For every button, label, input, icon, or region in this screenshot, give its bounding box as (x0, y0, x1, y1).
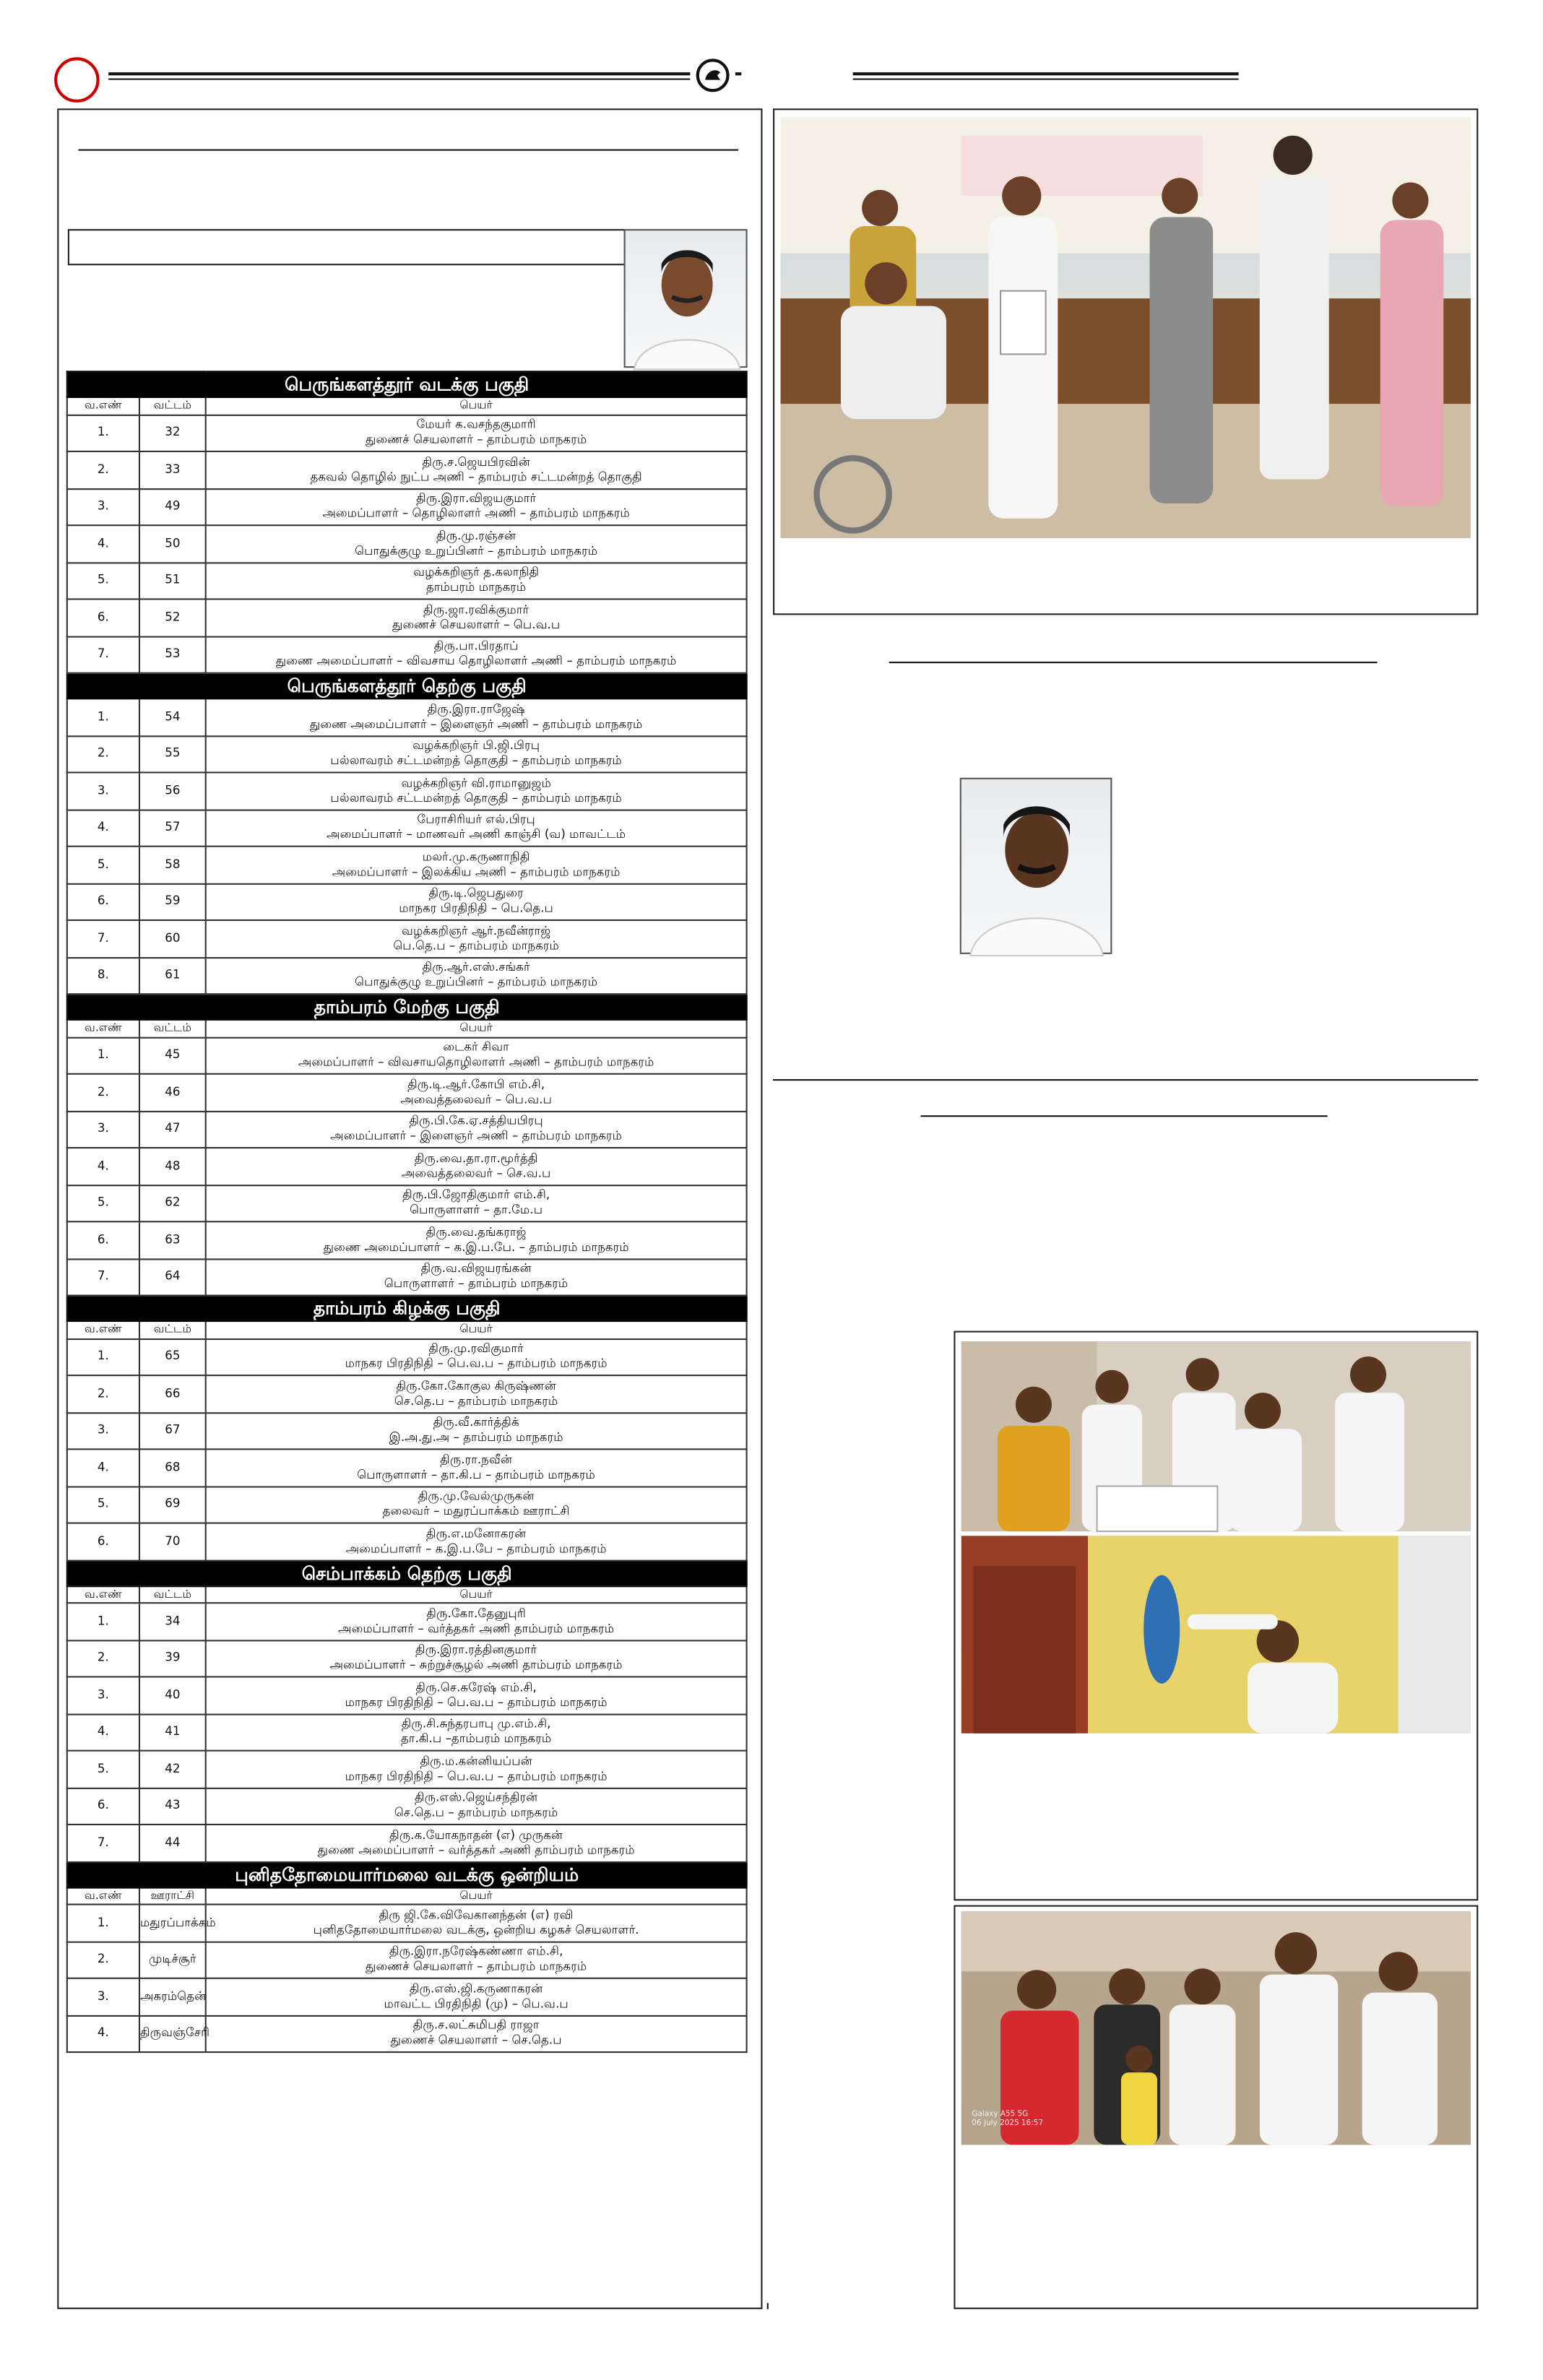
column-header: பெயர் (206, 397, 747, 415)
row-person (206, 1221, 747, 1258)
section-title: பெருங்களத்தூர் தெற்கு பகுதி (67, 673, 747, 698)
person-role: பொதுக்குழு உறுப்பினர் – தாம்பரம் மாநகரம் (355, 543, 598, 558)
table-row (67, 1258, 747, 1295)
row-number: 5. (67, 562, 139, 599)
table-row (67, 847, 747, 883)
table-row (67, 1412, 747, 1449)
row-number: 6. (67, 1523, 139, 1560)
row-number: 4. (67, 2015, 139, 2052)
photo-stamp-date: 06 July 2025 16:57 (972, 2119, 1043, 2129)
row-ward: 70 (139, 1523, 206, 1560)
person-role: அவைத்தலைவர் – செ.வ.ப (401, 1166, 551, 1180)
row-number: 7. (67, 636, 139, 673)
person-name: திரு.ம.கன்னியப்பன் (420, 1754, 532, 1768)
person-name: திரு.இரா.ராஜேஷ் (427, 701, 525, 716)
person-name: திரு.மு.ரவிகுமார் (428, 1341, 524, 1356)
meeting-photo (961, 1341, 1471, 1531)
table-row (67, 451, 747, 488)
row-person (206, 2015, 747, 2052)
section-title: தாம்பரம் மேற்கு பகுதி (67, 994, 747, 1019)
person-role: துணை அமைப்பாளர் – இளைஞர் அணி – தாம்பரம் மாநகரம் (309, 717, 643, 731)
row-person (206, 1603, 747, 1640)
row-ward: 66 (139, 1375, 206, 1412)
row-number: 5. (67, 1486, 139, 1523)
column-header: வ.எண் (67, 1585, 139, 1603)
table-row (67, 1978, 747, 2015)
person-role: துணை அமைப்பாளர் – க.இ.ப.பே. – தாம்பரம் மாநகரம் (323, 1239, 629, 1254)
person-role: அமைப்பாளர் – சுற்றுச்சூழல் அணி தாம்பரம் மாநகரம் (329, 1658, 623, 1672)
gathering-photo (961, 1911, 1471, 2145)
row-number: 7. (67, 1825, 139, 1861)
row-number: 5. (67, 1185, 139, 1221)
table-row (67, 1523, 747, 1560)
column-header: பெயர் (206, 1321, 747, 1338)
table-row (67, 1338, 747, 1375)
row-ward: 42 (139, 1751, 206, 1788)
person-role: அமைப்பாளர் – க.இ.ப.பே – தாம்பரம் மாநகரம் (345, 1541, 607, 1555)
column-header: ஊராட்சி (139, 1887, 206, 1905)
person-name: திரு.ஜா.ரவிக்குமார் (423, 602, 530, 616)
row-ward: 44 (139, 1825, 206, 1861)
row-person (206, 599, 747, 636)
row-number: 1. (67, 1037, 139, 1074)
row-number: 4. (67, 1449, 139, 1486)
row-number: 2. (67, 451, 139, 488)
section-title: செம்பாக்கம் தெற்கு பகுதி (67, 1560, 747, 1585)
row-ward: முடிச்சூர் (139, 1942, 206, 1978)
column-header: வட்டம் (139, 397, 206, 415)
table-row (67, 1714, 747, 1751)
row-number: 6. (67, 599, 139, 636)
row-ward: திருவஞ்சேரி (139, 2015, 206, 2052)
row-person (206, 488, 747, 525)
table-row (67, 415, 747, 451)
row-ward: 53 (139, 636, 206, 673)
table-row (67, 562, 747, 599)
row-number: 2. (67, 1074, 139, 1111)
row-person (206, 957, 747, 994)
table-row (67, 698, 747, 735)
column-header-row (67, 1887, 747, 1905)
person-name: திரு.பி.ஜோதிகுமார் எம்.சி, (402, 1187, 550, 1202)
row-person (206, 415, 747, 451)
table-row (67, 1603, 747, 1640)
row-number: 1. (67, 1338, 139, 1375)
event-photo (780, 118, 1470, 538)
row-person (206, 1942, 747, 1978)
member-portrait-photo (960, 778, 1112, 954)
person-role: இ.அ.து.அ – தாம்பரம் மாநகரம் (389, 1430, 563, 1445)
row-number: 2. (67, 1375, 139, 1412)
section-header (67, 673, 747, 698)
table-row (67, 1148, 747, 1185)
column-header: வ.எண் (67, 1020, 139, 1037)
person-role: தகவல் தொழில் நுட்ப அணி – தாம்பரம் சட்டமன்றத் தொகுதி (310, 469, 642, 484)
row-number: 3. (67, 1676, 139, 1713)
column-header: வ.எண் (67, 1887, 139, 1905)
row-number: 7. (67, 1258, 139, 1295)
person-role: மாநகர பிரதிநிதி – பெ.தெ.ப (399, 901, 553, 916)
row-person (206, 920, 747, 957)
row-number: 1. (67, 1603, 139, 1640)
person-role: பொருளாளர் – தா.கி.ப – தாம்பரம் மாநகரம் (357, 1467, 595, 1481)
column-header: வட்டம் (139, 1585, 206, 1603)
column-header: வ.எண் (67, 397, 139, 415)
row-person (206, 636, 747, 673)
column-header: பெயர் (206, 1020, 747, 1037)
person-name: வழக்கறிஞர் வி.ராமானுஜம் (401, 776, 551, 789)
person-name: திரு.ரா.நவீன் (440, 1453, 513, 1466)
row-person (206, 1905, 747, 1942)
row-ward: 60 (139, 920, 206, 957)
row-ward: 58 (139, 847, 206, 883)
person-name: திரு.இரா.விஜயகுமார் (416, 491, 537, 506)
row-person (206, 1788, 747, 1825)
column-header: பெயர் (206, 1585, 747, 1603)
table-row (67, 810, 747, 847)
row-ward: 54 (139, 698, 206, 735)
leader-portrait-photo (624, 229, 748, 368)
row-person (206, 847, 747, 883)
person-role: தா.கி.ப –தாம்பரம் மாநகரம் (400, 1732, 552, 1746)
row-ward: 41 (139, 1714, 206, 1751)
masthead-rule-right (853, 72, 1239, 75)
person-role: மாநகர பிரதிநிதி – பெ.வ.ப – தாம்பரம் மாநகரம் (345, 1769, 608, 1783)
person-role: அமைப்பாளர் – விவசாயதொழிலாளர் அணி – தாம்பரம் மாநகரம் (298, 1055, 654, 1069)
row-number: 6. (67, 1221, 139, 1258)
wall-painting-photo (961, 1536, 1471, 1733)
row-person (206, 1258, 747, 1295)
person-name: திரு.மு.ரஞ்சன் (436, 528, 517, 542)
row-ward: 68 (139, 1449, 206, 1486)
person-role: துணை அமைப்பாளர் – வர்த்தகர் அணி தாம்பரம் மாநகரம் (317, 1843, 635, 1857)
right-divider (773, 1079, 1478, 1081)
person-name: திரு.இரா.ரத்தினகுமார் (415, 1643, 537, 1657)
row-person (206, 1037, 747, 1074)
row-ward: 67 (139, 1412, 206, 1449)
row-ward: 59 (139, 883, 206, 920)
row-person (206, 1714, 747, 1751)
person-role: பொருளாளர் – தாம்பரம் மாநகரம் (384, 1276, 569, 1291)
row-ward: 46 (139, 1074, 206, 1111)
row-ward: 33 (139, 451, 206, 488)
person-name: திரு.கோ.தேனுபுரி (426, 1606, 526, 1620)
row-person (206, 698, 747, 735)
person-role: மாவட்ட பிரதிநிதி (மு) – பெ.வ.ப (384, 1996, 569, 2011)
table-row (67, 1449, 747, 1486)
row-number: 4. (67, 810, 139, 847)
person-name: வழக்கறிஞர் த.கலாநிதி (413, 566, 540, 579)
person-role: அவைத்தலைவர் – பெ.வ.ப (400, 1092, 552, 1107)
person-role: அமைப்பாளர் – தொழிலாளர் அணி – தாம்பரம் மாநகரம் (322, 506, 630, 521)
row-ward: 56 (139, 772, 206, 809)
table-row (67, 772, 747, 809)
section-header (67, 994, 747, 1019)
person-name: திரு.இரா.நரேஷ்கண்ணா எம்.சி, (389, 1944, 563, 1959)
table-row (67, 1676, 747, 1713)
person-name: திரு.பா.பிரதாப் (433, 639, 519, 654)
table-row (67, 1185, 747, 1221)
person-name: மலர்.மு.கருணாநிதி (422, 849, 530, 864)
row-person (206, 1640, 747, 1676)
person-role: செ.தெ.ப – தாம்பரம் மாநகரம் (394, 1806, 558, 1820)
row-ward: 50 (139, 525, 206, 562)
row-ward: 47 (139, 1111, 206, 1148)
table-row (67, 1905, 747, 1942)
row-ward: 49 (139, 488, 206, 525)
row-number: 7. (67, 920, 139, 957)
row-person (206, 562, 747, 599)
person-role: துணைச் செயலாளர் – பெ.வ.ப (392, 618, 561, 631)
row-person (206, 1111, 747, 1148)
table-row (67, 599, 747, 636)
table-row (67, 1375, 747, 1412)
person-name: திரு.க.யோகநாதன் (எ) முருகன் (389, 1827, 563, 1842)
row-number: 1. (67, 415, 139, 451)
row-ward: 52 (139, 599, 206, 636)
row-person (206, 1825, 747, 1861)
person-role: துணைச் செயலாளர் – தாம்பரம் மாநகரம் (366, 1960, 587, 1974)
person-name: திரு.பி.கே.ஏ.சத்தியபிரபு (409, 1114, 543, 1128)
row-person (206, 735, 747, 772)
masthead-rule-right-thin (853, 79, 1239, 80)
row-ward: 39 (139, 1640, 206, 1676)
person-name: திரு.வை.தா.ரா.மூர்த்தி (414, 1151, 538, 1165)
person-name: திரு.வை.தங்கராஜ் (425, 1224, 527, 1239)
column-header-row (67, 1321, 747, 1338)
row-ward: 51 (139, 562, 206, 599)
row-ward: 69 (139, 1486, 206, 1523)
person-name: திரு.ச.ஜெயபிரவின் (422, 454, 530, 469)
person-name: திரு.வீ.கார்த்திக் (433, 1415, 519, 1429)
person-name: மேயர் க.வசந்தகுமாரி (416, 417, 536, 432)
row-number: 6. (67, 883, 139, 920)
row-number: 8. (67, 957, 139, 994)
row-number: 3. (67, 488, 139, 525)
column-header-row (67, 1020, 747, 1037)
person-role: துணைச் செயலாளர் – தாம்பரம் மாநகரம் (366, 433, 587, 447)
column-header-row (67, 397, 747, 415)
person-role: தலைவர் – மதுரப்பாக்கம் ஊராட்சி (382, 1505, 570, 1518)
party-emblem-icon (696, 59, 730, 92)
row-person (206, 525, 747, 562)
row-person (206, 1676, 747, 1713)
section-title: புனிததோமையார்மலை வடக்கு ஒன்றியம் (67, 1861, 747, 1887)
person-role: பொருளாளர் – தா.மே.ப (410, 1203, 543, 1217)
table-row (67, 1942, 747, 1978)
person-role: செ.தெ.ப – தாம்பரம் மாநகரம் (394, 1393, 558, 1408)
section-title: தாம்பரம் கிழக்கு பகுதி (67, 1296, 747, 1321)
row-person (206, 451, 747, 488)
table-row (67, 525, 747, 562)
column-header: பெயர் (206, 1887, 747, 1905)
row-ward: 45 (139, 1037, 206, 1074)
table-row (67, 1486, 747, 1523)
row-number: 2. (67, 735, 139, 772)
row-person (206, 1449, 747, 1486)
column-header: வ.எண் (67, 1321, 139, 1338)
table-row (67, 488, 747, 525)
row-person (206, 772, 747, 809)
row-ward: 34 (139, 1603, 206, 1640)
gutter-tick (767, 2303, 769, 2308)
row-number: 4. (67, 1714, 139, 1751)
table-row (67, 1074, 747, 1111)
left-headline-rule (78, 150, 738, 151)
row-ward: 64 (139, 1258, 206, 1295)
person-role: பொதுக்குழு உறுப்பினர் – தாம்பரம் மாநகரம் (355, 975, 598, 990)
row-person (206, 1148, 747, 1185)
person-role: அமைப்பாளர் – இலக்கிய அணி – தாம்பரம் மாநகரம் (332, 865, 621, 879)
table-row (67, 957, 747, 994)
table-row (67, 1640, 747, 1676)
row-ward: 55 (139, 735, 206, 772)
table-row (67, 883, 747, 920)
person-name: வழக்கறிஞர் பி.ஜி.பிரபு (412, 739, 540, 753)
photo-stamp-device: Galaxy A55 5G (972, 2110, 1029, 2119)
row-person (206, 1978, 747, 2015)
row-person (206, 1074, 747, 1111)
person-name: திரு.செ.சுரேஷ் எம்.சி, (415, 1680, 537, 1694)
row-number: 3. (67, 1111, 139, 1148)
person-role: துணை அமைப்பாளர் – விவசாய தொழிலாளர் அணி – தாம்பரம் மாநகரம் (275, 654, 677, 668)
row-person (206, 810, 747, 847)
row-ward: மதுரப்பாக்கம் (139, 1905, 206, 1942)
row-number: 5. (67, 847, 139, 883)
column-header: வட்டம் (139, 1020, 206, 1037)
table-row (67, 1825, 747, 1861)
row-number: 5. (67, 1751, 139, 1788)
section-title: பெருங்களத்தூர் வடக்கு பகுதி (67, 371, 747, 397)
person-name: திரு.மு.வேல்முருகன் (418, 1489, 535, 1503)
row-person (206, 1751, 747, 1788)
table-row (67, 735, 747, 772)
left-caption-box (68, 229, 626, 265)
row-number: 2. (67, 1942, 139, 1978)
person-role: துணைச் செயலாளர் – செ.தெ.ப (390, 2033, 562, 2048)
section-header (67, 371, 747, 397)
row-person (206, 1486, 747, 1523)
person-role: புனிததோமையார்மலை வடக்கு, ஒன்றிய கழகச் செயலாளர். (313, 1923, 639, 1937)
column-header: வட்டம் (139, 1321, 206, 1338)
row-ward: 62 (139, 1185, 206, 1221)
table-row (67, 1111, 747, 1148)
roster-table (66, 371, 748, 2053)
row-number: 1. (67, 698, 139, 735)
row-number: 3. (67, 772, 139, 809)
row-person (206, 1375, 747, 1412)
person-name: திரு.டி.ஆர்.கோபி எம்.சி, (407, 1077, 545, 1091)
row-ward: 43 (139, 1788, 206, 1825)
row-person (206, 1523, 747, 1560)
person-name: டைகர் சிவா (443, 1040, 509, 1055)
table-row (67, 1751, 747, 1788)
column-header-row (67, 1585, 747, 1603)
person-role: மாநகர பிரதிநிதி – பெ.வ.ப – தாம்பரம் மாநகரம் (345, 1695, 608, 1709)
person-name: திரு ஜி.கே.விவேகானந்தன் (எ) ரவி (379, 1908, 574, 1922)
person-name: திரு.ச.லட்சுமிபதி ராஜா (412, 2018, 540, 2033)
person-name: திரு.எஸ்.ஜெய்சந்திரன் (414, 1791, 538, 1805)
row-number: 6. (67, 1788, 139, 1825)
person-name: திரு.எ.மனோகரன் (425, 1526, 527, 1541)
circle-logo-icon (54, 57, 100, 103)
table-row (67, 2015, 747, 2052)
person-name: வழக்கறிஞர் ஆர்.நவீன்ராஜ் (401, 923, 551, 938)
person-name: பேராசிரியர் எல்.பிரபு (417, 813, 535, 827)
row-number: 2. (67, 1640, 139, 1676)
person-role: பல்லாவரம் சட்டமன்றத் தொகுதி – தாம்பரம் மாநகரம் (330, 790, 622, 805)
section-header (67, 1861, 747, 1887)
row-number: 3. (67, 1412, 139, 1449)
row-number: 3. (67, 1978, 139, 2015)
section-header (67, 1296, 747, 1321)
person-role: அமைப்பாளர் – மாணவர் அணி காஞ்சி (வ) மாவட்டம் (327, 828, 626, 841)
row-number: 1. (67, 1905, 139, 1942)
row-person (206, 1338, 747, 1375)
row-ward: 65 (139, 1338, 206, 1375)
person-role: அமைப்பாளர் – இளைஞர் அணி – தாம்பரம் மாநகரம் (330, 1129, 623, 1143)
person-name: திரு.கோ.கோகுல கிருஷ்ணன் (396, 1378, 556, 1393)
row-person (206, 883, 747, 920)
person-name: திரு.வ.விஜயரங்கன் (420, 1262, 532, 1276)
person-role: தாம்பரம் மாநகரம் (425, 580, 527, 594)
person-role: அமைப்பாளர் – வர்த்தகர் அணி தாம்பரம் மாநகரம் (338, 1621, 615, 1635)
row-ward: 40 (139, 1676, 206, 1713)
table-row (67, 920, 747, 957)
row-ward: 32 (139, 415, 206, 451)
person-role: பெ.தெ.ப – தாம்பரம் மாநகரம் (393, 938, 559, 953)
row-person (206, 1412, 747, 1449)
masthead-rule-small (735, 72, 741, 75)
row-number: 4. (67, 525, 139, 562)
row-ward: 63 (139, 1221, 206, 1258)
person-name: திரு.சி.சுந்தரபாபு மு.எம்.சி, (401, 1717, 551, 1731)
row-number: 4. (67, 1148, 139, 1185)
person-name: திரு.ஆர்.எஸ்.சங்கர் (422, 960, 530, 974)
row-ward: 57 (139, 810, 206, 847)
table-row (67, 1037, 747, 1074)
table-row (67, 636, 747, 673)
masthead-rule (108, 72, 690, 75)
row-ward: 48 (139, 1148, 206, 1185)
section-header (67, 1560, 747, 1585)
right-headline-rule (920, 1115, 1327, 1117)
row-ward: அகரம்தென் (139, 1978, 206, 2015)
person-name: திரு.டி.ஜெபதுரை (428, 886, 524, 901)
table-row (67, 1221, 747, 1258)
table-row (67, 1788, 747, 1825)
masthead-rule-thin (108, 79, 690, 80)
row-ward: 61 (139, 957, 206, 994)
row-person (206, 1185, 747, 1221)
mid-right-rule (889, 662, 1378, 663)
person-role: பல்லாவரம் சட்டமன்றத் தொகுதி – தாம்பரம் மாநகரம் (330, 753, 622, 768)
person-name: திரு.எஸ்.ஜி.கருணாகரன் (409, 1981, 543, 1996)
person-role: மாநகர பிரதிநிதி – பெ.வ.ப – தாம்பரம் மாநகரம் (345, 1356, 608, 1371)
